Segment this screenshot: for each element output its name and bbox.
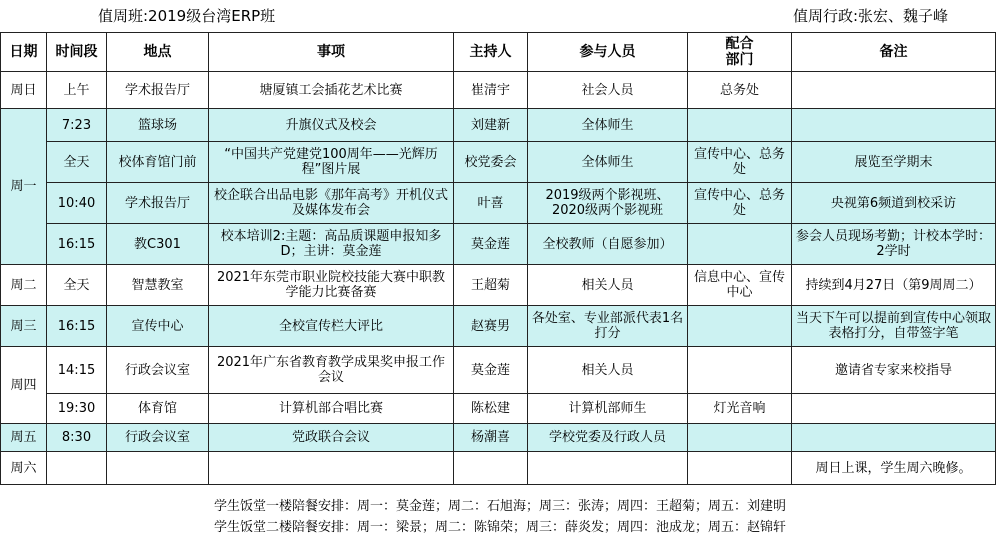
col-header-note: 备注 — [792, 33, 996, 72]
host-cell: 莫金莲 — [454, 224, 528, 265]
dept-cell: 总务处 — [688, 72, 792, 109]
note-cell: 周日上课，学生周六晚修。 — [792, 452, 996, 485]
table-row — [1, 347, 996, 394]
dept-cell — [688, 224, 792, 265]
dept-cell — [688, 306, 792, 347]
note-cell: 邀请省专家来校指导 — [792, 347, 996, 394]
place-cell — [107, 452, 209, 485]
place-cell: 体育馆 — [107, 394, 209, 424]
day-cell: 周六 — [1, 452, 47, 485]
duty-admin: 值周行政:张宏、魏子峰 — [792, 7, 948, 25]
dept-cell: 灯光音响 — [688, 394, 792, 424]
time-cell: 7:23 — [47, 109, 107, 142]
table-row — [1, 394, 996, 424]
table-row — [1, 265, 996, 306]
note-cell: 参会人员现场考勤；计校本学时：2学时 — [792, 224, 996, 265]
note-cell — [792, 109, 996, 142]
dept-cell: 信息中心、宣传中心 — [688, 265, 792, 306]
host-cell: 赵赛男 — [454, 306, 528, 347]
place-cell: 校体育馆门前 — [107, 142, 209, 183]
people-cell: 各处室、专业部派代表1名打分 — [528, 306, 688, 347]
people-cell: 计算机部师生 — [528, 394, 688, 424]
dept-cell — [688, 452, 792, 485]
day-cell: 周五 — [1, 424, 47, 452]
item-cell: 2021年广东省教育教学成果奖申报工作会议 — [209, 347, 454, 394]
place-cell: 学术报告厅 — [107, 183, 209, 224]
dept-cell — [688, 109, 792, 142]
col-header-dept: 配合部门 — [688, 33, 792, 72]
place-cell: 行政会议室 — [107, 347, 209, 394]
time-cell: 14:15 — [47, 347, 107, 394]
table-row — [1, 72, 996, 109]
dept-cell — [688, 347, 792, 394]
host-cell: 崔清宇 — [454, 72, 528, 109]
host-cell: 陈松建 — [454, 394, 528, 424]
time-cell: 上午 — [47, 72, 107, 109]
dept-cell: 宣传中心、总务处 — [688, 183, 792, 224]
day-cell: 周一 — [1, 109, 47, 265]
canteen-floor2-line: 学生饭堂二楼陪餐安排：周一：梁景；周二：陈锦荣；周三：薛炎发；周四：池成龙；周五：赵锦轩 — [213, 520, 786, 535]
item-cell: “中国共产党建党100周年——光辉历程”图片展 — [209, 142, 454, 183]
day-cell: 周三 — [1, 306, 47, 347]
table-row — [1, 452, 996, 485]
people-cell: 学校党委及行政人员 — [528, 424, 688, 452]
item-cell: 2021年东莞市职业院校技能大赛中职教学能力比赛备赛 — [209, 265, 454, 306]
note-cell — [792, 72, 996, 109]
table-header-row — [1, 33, 996, 72]
weekly-schedule-table — [0, 32, 996, 485]
item-cell: 计算机部合唱比赛 — [209, 394, 454, 424]
host-cell: 刘建新 — [454, 109, 528, 142]
note-cell: 央视第6频道到校采访 — [792, 183, 996, 224]
note-cell — [792, 424, 996, 452]
time-cell — [47, 452, 107, 485]
col-header-item: 事项 — [209, 33, 454, 72]
dept-cell: 宣传中心、总务处 — [688, 142, 792, 183]
day-cell: 周二 — [1, 265, 47, 306]
item-cell: 升旗仪式及校会 — [209, 109, 454, 142]
host-cell: 王超菊 — [454, 265, 528, 306]
note-cell: 持续到4月27日（第9周周二） — [792, 265, 996, 306]
place-cell: 学术报告厅 — [107, 72, 209, 109]
duty-class: 值周班:2019级台湾ERP班 — [98, 7, 276, 25]
item-cell: 全校宣传栏大评比 — [209, 306, 454, 347]
item-cell — [209, 452, 454, 485]
time-cell: 全天 — [47, 265, 107, 306]
col-header-people: 参与人员 — [528, 33, 688, 72]
item-cell: 塘厦镇工会插花艺术比赛 — [209, 72, 454, 109]
place-cell: 教C301 — [107, 224, 209, 265]
place-cell: 篮球场 — [107, 109, 209, 142]
people-cell: 全校教师（自愿参加） — [528, 224, 688, 265]
day-cell: 周日 — [1, 72, 47, 109]
host-cell: 叶喜 — [454, 183, 528, 224]
item-cell: 党政联合会议 — [209, 424, 454, 452]
table-row — [1, 224, 996, 265]
place-cell: 宣传中心 — [107, 306, 209, 347]
canteen-floor1-line: 学生饭堂一楼陪餐安排：周一：莫金莲；周二：石旭海；周三：张涛；周四：王超菊；周五：刘建明 — [213, 499, 786, 514]
people-cell: 全体师生 — [528, 109, 688, 142]
host-cell — [454, 452, 528, 485]
note-cell: 展览至学期末 — [792, 142, 996, 183]
people-cell: 相关人员 — [528, 347, 688, 394]
people-cell: 社会人员 — [528, 72, 688, 109]
item-cell: 校企联合出品电影《那年高考》开机仪式及媒体发布会 — [209, 183, 454, 224]
host-cell: 莫金莲 — [454, 347, 528, 394]
col-header-time: 时间段 — [47, 33, 107, 72]
table-row — [1, 306, 996, 347]
place-cell: 行政会议室 — [107, 424, 209, 452]
place-cell: 智慧教室 — [107, 265, 209, 306]
time-cell: 16:15 — [47, 306, 107, 347]
note-cell — [792, 394, 996, 424]
table-row — [1, 183, 996, 224]
people-cell: 2019级两个影视班、2020级两个影视班 — [528, 183, 688, 224]
dept-cell — [688, 424, 792, 452]
header-bar — [0, 0, 1000, 32]
people-cell: 全体师生 — [528, 142, 688, 183]
time-cell: 8:30 — [47, 424, 107, 452]
col-header-place: 地点 — [107, 33, 209, 72]
item-cell: 校本培训2:主题：高品质课题申报知多D；主讲：莫金莲 — [209, 224, 454, 265]
people-cell: 相关人员 — [528, 265, 688, 306]
host-cell: 杨潮喜 — [454, 424, 528, 452]
day-cell: 周四 — [1, 347, 47, 424]
table-row — [1, 142, 996, 183]
time-cell: 10:40 — [47, 183, 107, 224]
canteen-duty-footer — [0, 496, 1000, 538]
col-header-date: 日期 — [1, 33, 47, 72]
note-cell: 当天下午可以提前到宣传中心领取表格打分，自带签字笔 — [792, 306, 996, 347]
table-row — [1, 109, 996, 142]
host-cell: 校党委会 — [454, 142, 528, 183]
time-cell: 19:30 — [47, 394, 107, 424]
people-cell — [528, 452, 688, 485]
col-header-host: 主持人 — [454, 33, 528, 72]
time-cell: 16:15 — [47, 224, 107, 265]
table-row — [1, 424, 996, 452]
time-cell: 全天 — [47, 142, 107, 183]
